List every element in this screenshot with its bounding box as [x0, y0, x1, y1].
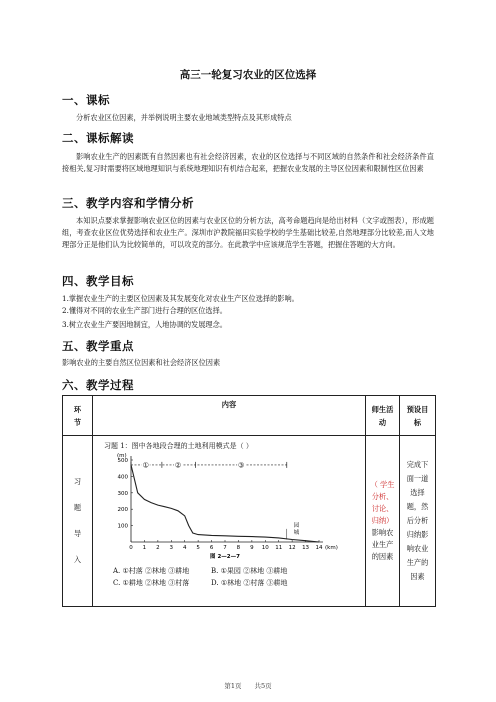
objective-item: 2.懂得对不同的农业生产部门进行合理的区位选择。 [62, 306, 227, 315]
heading-key-points: 五、教学重点 [62, 339, 134, 353]
x-tick-label: 5 [196, 545, 200, 551]
question-area [93, 436, 365, 606]
segment-label: ① [142, 461, 149, 470]
objective-item: 1.掌握农业生产的主要区位因素及其发展变化对农业生产区位选择的影响。 [62, 294, 299, 303]
objective-item: 3.树立农业生产要因地制宜，人地协调的发展理念。 [62, 320, 227, 329]
heading-objectives: 四、教学目标 [62, 274, 134, 288]
x-tick-label: 6 [209, 545, 214, 551]
x-tick-label: 0 [129, 545, 133, 551]
y-tick-label: 200 [117, 507, 128, 514]
annotation-char: 园 [293, 523, 300, 530]
header-stage: 环节 [63, 396, 93, 436]
x-tick-label: 9 [250, 545, 254, 551]
content-cell [93, 436, 366, 607]
y-tick-label: 400 [117, 474, 128, 481]
x-tick-label: 7 [223, 545, 227, 551]
page-footer: 第1页 共5页 [224, 682, 272, 690]
elevation-series-line [131, 465, 319, 542]
x-tick-label: 11 [275, 545, 283, 551]
heading-process: 六、教学过程 [62, 378, 134, 392]
table-header-row [63, 396, 436, 436]
heading-curriculum: 一、课标 [62, 93, 110, 107]
option-a: A. ①村落 ②林地 ③耕地 [113, 567, 190, 575]
header-content: 内容 [93, 396, 366, 436]
y-axis-unit: (m) [117, 453, 127, 459]
y-tick-label: 500 [117, 458, 128, 464]
x-tick-label: 13 [302, 545, 310, 551]
x-tick-label: 2 [156, 545, 160, 551]
heading-curriculum-interpretation: 二、课标解读 [62, 131, 134, 145]
x-tick-label: 8 [236, 545, 241, 551]
elevation-chart [93, 450, 338, 560]
option-b: B. ①果园 ②林地 ③耕地 [211, 567, 288, 575]
x-tick-label: 1 [142, 545, 147, 551]
question-text: 习题 1：图中各地段合理的土地利用模式是（ ） [104, 442, 253, 450]
activity-red-text: （ 学生分析、讨论、归纳） [370, 480, 395, 525]
x-tick-label: 4 [182, 545, 187, 551]
x-tick-label: 14 [315, 545, 323, 551]
x-tick-label: 3 [169, 545, 174, 551]
heading-content-analysis: 三、教学内容和学情分析 [62, 196, 194, 210]
x-axis-unit: (km) [325, 545, 338, 551]
segment-label: ③ [237, 461, 245, 470]
option-d: D. ①林地 ②村落 ③耕地 [211, 579, 288, 587]
curriculum-text: 分析农业区位因素，并举例说明主要农业地域类型特点及其形成特点 [76, 113, 292, 122]
process-table [62, 395, 436, 607]
x-tick-label: 10 [261, 545, 269, 551]
stage-cell: 习题导入 [63, 436, 93, 607]
key-points-text: 影响农业的主要自然区位因素和社会经济区位因素 [62, 358, 221, 367]
segment-label: ② [174, 461, 182, 470]
chart-caption: 图 2—2—7 [210, 554, 240, 560]
goal-cell: 完成下面一道选择题，然后分析归纳影响农业生产的因素 [400, 436, 436, 607]
option-c: C. ①耕地 ②林地 ③村落 [113, 579, 190, 587]
activity-cell [366, 436, 400, 607]
table-row [63, 436, 436, 607]
header-activity: 师生活动 [366, 396, 400, 436]
y-tick-label: 100 [117, 523, 128, 530]
y-tick-label: 300 [117, 490, 128, 497]
activity-text: 影响农业生产的因素 [371, 528, 394, 561]
x-tick-label: 12 [288, 545, 296, 551]
interpretation-text: 影响农业生产的因素既有自然因素也有社会经济因素，农业的区位选择与不同区域的自然条件和社会经济条件直接相关,复习时需要将区域地理知识与系统地理知识有机结合起来，把握农业发展的主导区位因素和限制性区位因素 [62, 152, 434, 173]
doc-title: 高三一轮复习农业的区位选择 [179, 69, 317, 81]
annotation-char: 城 [293, 530, 300, 537]
content-analysis-text: 本知识点要求掌握影响农业区位的因素与农业区位的分析方法，高考命题趋向是给出材料（文字或图表），形成题组，考查农业区位优势选择和农业生产。深圳市沪教院福田实验学校的学生基础比较差,自然地理部分比较差,而人文地理部分正是他们认为比较简单的，可以攻克的部分。在此教学中应该规范学生答题，把握住答题的大方向。 [62, 216, 434, 249]
header-goal: 预设目标 [400, 396, 436, 436]
